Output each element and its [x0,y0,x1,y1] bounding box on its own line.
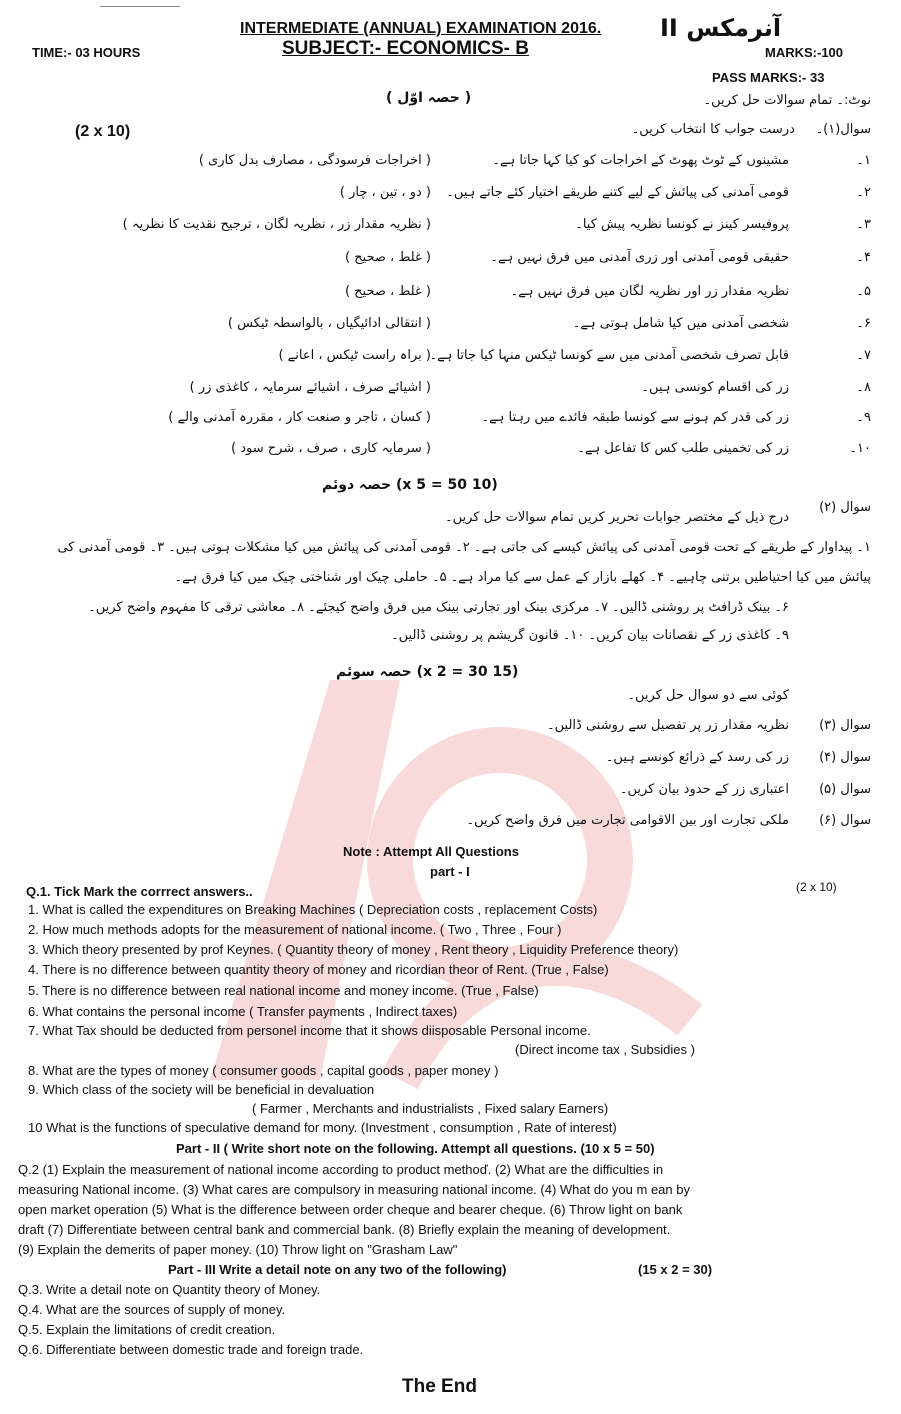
english-q1-item7-options: (Direct income tax , Subsidies ) [515,1042,695,1057]
english-q4-line: Q.4. What are the sources of supply of money. [18,1302,286,1317]
urdu-q3-label: سوال (۳) [819,718,871,733]
urdu-part-three-instruction: کوئی سے دو سوال حل کریں۔ [627,688,789,703]
urdu-q6-label: سوال (۶) [819,813,871,828]
urdu-q2-line: درج ذیل کے مختصر جوابات تحریر کریں تمام سوالات حل کریں۔ [445,510,789,525]
english-q1-title: Q.1. Tick Mark the corrrect answers.. [26,884,253,899]
urdu-q1-label-text: سوال(۱)۔ [815,122,871,137]
english-q2-line: measuring National income. (3) What cares are compulsory in measuring national income. (4) What do you m ean by [18,1182,690,1197]
english-q1-item: 5. There is no difference between real national income and money income. (True , False) [28,983,539,998]
urdu-item-number: ۶۔ [856,316,871,331]
urdu-item-text: شخصی آمدنی میں کیا شامل ہوتی ہے۔ [572,316,789,331]
urdu-q2-line: ۱۔ پیداوار کے طریقے کے تحت قومی آمدنی کی پیائش کیسے کی جاتی ہے۔ ۲۔ قومی آمدنی کی پیائش میں کیا مشکلات ہوتی ہیں۔ ۳۔ قومی آمدنی کی [57,540,871,555]
urdu-note: نوٹ:۔ تمام سوالات حل کریں۔ [703,93,871,108]
subject-title: SUBJECT:- ECONOMICS- B [282,38,530,59]
english-q1-item: 4. There is no difference between quantity theory of money and ricordian theor of Rent. (True , False) [28,962,609,977]
urdu-item-options: ( غلط ، صحیح ) [344,284,431,299]
urdu-item-options: ( براہ راست ٹیکس ، اعانے ) [278,348,431,363]
urdu-item-options: ( نظریہ مقدار زر ، نظریہ لگان ، ترجیح نقدیت کا نظریہ ) [122,217,431,232]
urdu-item-text: زر کی اقسام کونسی ہیں۔ [641,380,789,395]
urdu-item-number: ۴۔ [856,250,871,265]
urdu-item-number: ۱۰۔ [849,441,871,456]
urdu-part-two-heading: (10 x 5 = 50) حصہ دوئم [322,477,498,493]
english-q6-line: Q.6. Differentiate between domestic trade and foreign trade. [18,1342,364,1357]
urdu-item-text: زر کی تخمینی طلب کس کا تفاعل ہے۔ [577,441,789,456]
urdu-item-options: ( کسان ، تاجر و صنعت کار ، مقررہ آمدنی والے ) [168,410,431,425]
urdu-q1-label [632,122,871,137]
urdu-item-options: ( اشیائے صرف ، اشیائے سرمایہ ، کاغذی زر ) [189,380,431,395]
urdu-item-text: نظریہ مقدار زر اور نظریہ لگان میں فرق نہیں ہے۔ [510,284,789,299]
urdu-item-number: ۵۔ [856,284,871,299]
urdu-item-number: ۸۔ [856,380,871,395]
urdu-part-three-heading: (15 x 2 = 30) حصہ سوئم [336,664,519,680]
english-q1-item9-options: ( Farmer , Merchants and industrialists , Fixed salary Earners) [252,1101,609,1116]
urdu-q5-label: سوال (۵) [819,782,871,797]
urdu-item-options: ( غلط ، صحیح ) [344,250,431,265]
time-label: TIME:- 03 HOURS [32,45,141,60]
english-note: Note : Attempt All Questions [343,844,519,859]
urdu-item-number: ۱۔ [856,153,871,168]
english-q1-item: 1. What is called the expenditures on Breaking Machines ( Depreciation costs , replacement Costs) [28,902,598,917]
urdu-item-options: ( سرمایہ کاری ، صرف ، شرح سود ) [231,441,431,456]
urdu-q2-line: پیائش میں کیا احتیاطیں برتنی چاہیے۔ ۴۔ کھلے بازار کے عمل سے کیا مراد ہے۔ ۵۔ حاملی چیک اور شناختی چیک میں کیا فرق ہے۔ [174,570,871,585]
english-q1-marks: (2 x 10) [796,880,837,894]
english-q5-line: Q.5. Explain the limitations of credit creation. [18,1322,276,1337]
english-part-one-heading: part - I [430,864,470,879]
urdu-item-text: زر کی قدر کم ہونے سے کونسا طبقہ فائدے میں رہتا ہے۔ [481,410,789,425]
urdu-item-options: ( اخراجات فرسودگی ، مصارف بدل کاری ) [198,153,431,168]
english-part-three-marks: (15 x 2 = 30) [638,1262,713,1277]
english-part-three-heading: Part - III Write a detail note on any two of the following) [168,1262,507,1277]
urdu-item-number: ۹۔ [856,410,871,425]
urdu-item-options: ( انتقالی ادائیگیاں ، بالواسطہ ٹیکس ) [227,316,431,331]
urdu-part-one-heading: ( حصہ اوّل ) [386,90,472,106]
english-q2-line: open market operation (5) What is the difference between order cheque and bearer cheque. (6) Throw light on bank [18,1202,683,1217]
urdu-item-number: ۲۔ [856,185,871,200]
urdu-item-options: ( دو ، تین ، چار ) [339,185,431,200]
urdu-q1-instruction: درست جواب کا انتخاب کریں۔ [631,122,795,137]
urdu-q5-text: اعتباری زر کے حدود بیان کریں۔ [619,782,789,797]
top-rule [100,6,180,7]
english-q1-item: 3. Which theory presented by prof Keynes. ( Quantity theory of money , Rent theory , Liquidity Preference theory) [28,942,679,957]
urdu-subject-title: آنرمکس II [660,14,782,42]
exam-title: INTERMEDIATE (ANNUAL) EXAMINATION 2016. [240,20,602,37]
urdu-item-text: قابل تصرف شخصی آمدنی میں سے کونسا ٹیکس منہا کیا جاتا ہے۔ [429,348,789,363]
urdu-q2-label: سوال (۲) [819,500,871,515]
urdu-q2-line: ۶۔ بینک ڈرافٹ پر روشنی ڈالیں۔ ۷۔ مرکزی بینک اور تجارتی بینک میں فرق واضح کیجئے۔ ۸۔ معاشی ترقی کا مفہوم واضح کریں۔ [88,600,789,615]
english-q1-item: 9. Which class of the society will be beneficial in devaluation [28,1082,375,1097]
english-q1-item: 8. What are the types of money ( consumer goods , capital goods , paper money ) [28,1063,499,1078]
urdu-q4-text: زر کی رسد کے ذرائع کونسے ہیں۔ [605,750,789,765]
english-q2-line: Q.2 (1) Explain the measurement of national income according to product methoď. (2) What are the difficulties in [18,1162,664,1177]
english-part-two-heading: Part - II ( Write short note on the following. Attempt all questions. (10 x 5 = 50) [176,1141,655,1156]
urdu-q4-label: سوال (۴) [819,750,871,765]
english-q1-item: 2. How much methods adopts for the measurement of national income. ( Two , Three , Four ) [28,922,562,937]
english-q1-item: 6. What contains the personal income ( Transfer payments , Indirect taxes) [28,1004,458,1019]
english-q2-line: (9) Explain the demerits of paper money. (10) Throw light on "Grasham Law" [18,1242,458,1257]
urdu-item-text: پروفیسر کینز نے کونسا نظریہ پیش کیا۔ [575,217,789,232]
english-q1-item: 7. What Tax should be deducted from personel income that it shows diisposable Personal income. [28,1023,591,1038]
marks-label: MARKS:-100 [765,45,844,60]
english-q1-item: 10 What is the functions of speculative demand for mony. (Investment , consumption , Rate of interest) [28,1120,617,1135]
urdu-item-text: حقیقی قومی آمدنی اور زری آمدنی میں فرق نہیں ہے۔ [490,250,789,265]
urdu-q1-marks: (2 x 10) [75,123,131,140]
english-q2-line: draft (7) Differentiate between central bank and commercial bank. (8) Briefly explain the meaning of development. [18,1222,671,1237]
urdu-item-number: ۳۔ [856,217,871,232]
urdu-q2-line: ۹۔ کاغذی زر کے نقصانات بیان کریں۔ ۱۰۔ قانون گریشم پر روشنی ڈالیں۔ [391,628,789,643]
urdu-item-text: قومی آمدنی کی پیائش کے لیے کتنے طریقے اختیار کئے جاتے ہیں۔ [446,185,789,200]
pass-marks-label: PASS MARKS:- 33 [712,70,825,85]
urdu-item-text: مشینوں کے ٹوٹ پھوٹ کے اخراجات کو کیا کہا جاتا ہے۔ [492,153,789,168]
urdu-q6-text: ملکی تجارت اور بین الاقوامی تجارت میں فرق واضح کریں۔ [466,813,789,828]
the-end-label: The End [402,1376,477,1397]
english-q3-line: Q.3. Write a detail note on Quantity theory of Money. [18,1282,321,1297]
urdu-item-number: ۷۔ [856,348,871,363]
urdu-q3-text: نظریہ مقدار زر پر تفصیل سے روشنی ڈالیں۔ [547,718,789,733]
